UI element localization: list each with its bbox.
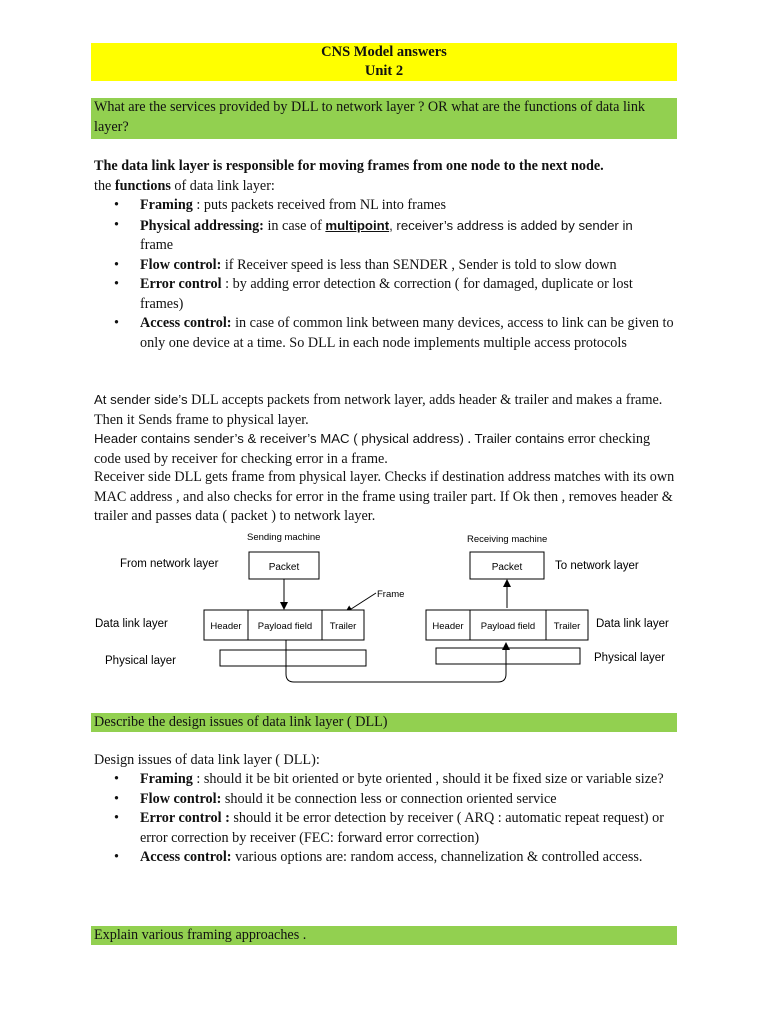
item-label: Error control : — [140, 810, 230, 826]
item-text: should it be error detection by receiver ( ARQ : automatic repeat request) or error correction by receiver (FEC: forward error correction) — [140, 810, 664, 846]
q1-intro-post: of data link layer: — [170, 178, 275, 194]
list-item — [94, 216, 679, 256]
frame-label: Frame — [377, 589, 405, 600]
item-text: in case of common link between many devices, access to link can be given to only one device at a time. So DLL in each node implements multiple access protocols — [140, 315, 674, 351]
physical-layer-label-right: Physical layer — [594, 652, 665, 664]
list-item — [94, 275, 679, 314]
receiving-machine-label: Receiving machine — [467, 534, 548, 545]
title-line-2: Unit 2 — [364, 63, 404, 79]
receiver-physical-box — [436, 648, 580, 664]
item-label: Framing — [140, 771, 193, 787]
list-item — [94, 196, 679, 216]
list-item — [94, 256, 679, 276]
sender-trailer-label: Trailer — [329, 621, 357, 632]
list-item — [94, 809, 679, 848]
data-link-layer-label-right: Data link layer — [596, 618, 669, 630]
item-label: Flow control: — [140, 256, 222, 273]
receiver-header-label: Header — [432, 621, 464, 632]
item-text: in case of — [263, 217, 326, 234]
sender-payload-label: Payload field — [257, 621, 313, 632]
item-text: if Receiver speed is less than SENDER , Sender is told to slow down — [221, 256, 617, 273]
q1-paragraph-sender — [94, 390, 679, 430]
question-3: Explain various framing approaches . — [91, 926, 677, 945]
item-text: should it be connection less or connection oriented service — [221, 790, 557, 807]
item-text: various options are: random access, channelization & controlled access. — [231, 849, 643, 865]
sender-physical-box — [220, 650, 366, 666]
from-network-layer-label: From network layer — [120, 558, 219, 570]
frame-pointer-arrow — [348, 593, 376, 611]
item-label: Error control — [140, 276, 222, 292]
data-link-layer-label-left: Data link layer — [95, 618, 168, 630]
receiver-payload-label: Payload field — [480, 621, 536, 632]
title-line-1: CNS Model answers — [321, 44, 447, 60]
item-label: Access control: — [140, 849, 232, 865]
q1-intro-pre: the — [94, 178, 115, 194]
para-sans: At sender side’s — [94, 392, 188, 407]
q1-function-list — [94, 196, 679, 353]
q1-paragraph-header — [94, 429, 679, 469]
para-text: DLL accepts packets from network layer, adds header & trailer and makes a frame. Then it Sends frame to physical layer. — [94, 392, 663, 428]
to-network-layer-label: To network layer — [555, 560, 639, 572]
q2-issue-list — [94, 770, 679, 868]
item-label: Framing — [140, 197, 193, 213]
q1-paragraph-receiver: Receiver side DLL gets frame from physical layer. Checks if destination address matches with its own MAC address , and also checks for error in the frame using trailer part. If Ok then , removes header & trailer and passes data ( packet ) to network layer. — [94, 469, 675, 524]
title-banner — [91, 43, 677, 81]
item-text-cont: frame — [140, 237, 174, 253]
para-sans: Header contains sender’s & receiver’s MAC ( physical address) — [94, 431, 464, 446]
q1-intro — [94, 177, 679, 197]
question-1: What are the services provided by DLL to network layer ? OR what are the functions of data link layer? — [91, 98, 677, 139]
q2-intro: Design issues of data link layer ( DLL): — [94, 752, 320, 768]
item-text: : should it be bit oriented or byte oriented , should it be fixed size or variable size? — [192, 771, 664, 787]
q1-lead: The data link layer is responsible for moving frames from one node to the next node. — [94, 158, 604, 174]
item-underlined: multipoint — [325, 217, 390, 233]
item-label: Physical addressing: — [140, 217, 264, 234]
sender-header-label: Header — [210, 621, 242, 632]
sender-packet-label: Packet — [268, 562, 300, 573]
question-2: Describe the design issues of data link layer ( DLL) — [91, 713, 677, 732]
dll-diagram — [0, 528, 768, 690]
physical-layer-label-left: Physical layer — [105, 655, 176, 667]
list-item — [94, 770, 679, 790]
item-text-sans: , receiver’s address is added by sender in — [389, 217, 633, 233]
receiver-packet-label: Packet — [491, 562, 523, 573]
sending-machine-label: Sending machine — [247, 532, 321, 543]
list-item — [94, 314, 679, 353]
para-text: error checking code used by receiver for checking error in a frame. — [94, 431, 651, 467]
receiver-trailer-label: Trailer — [553, 621, 581, 632]
item-label: Flow control: — [140, 790, 222, 807]
q1-intro-bold: functions — [114, 178, 171, 194]
item-label: Access control: — [140, 315, 232, 331]
item-text: : puts packets received from NL into frames — [192, 197, 446, 213]
list-item — [94, 790, 679, 810]
para-text: . — [463, 431, 475, 447]
list-item — [94, 848, 679, 868]
para-sans: Trailer contains — [474, 431, 565, 446]
item-text: : by adding error detection & correction ( for damaged, duplicate or lost frames) — [140, 276, 633, 312]
